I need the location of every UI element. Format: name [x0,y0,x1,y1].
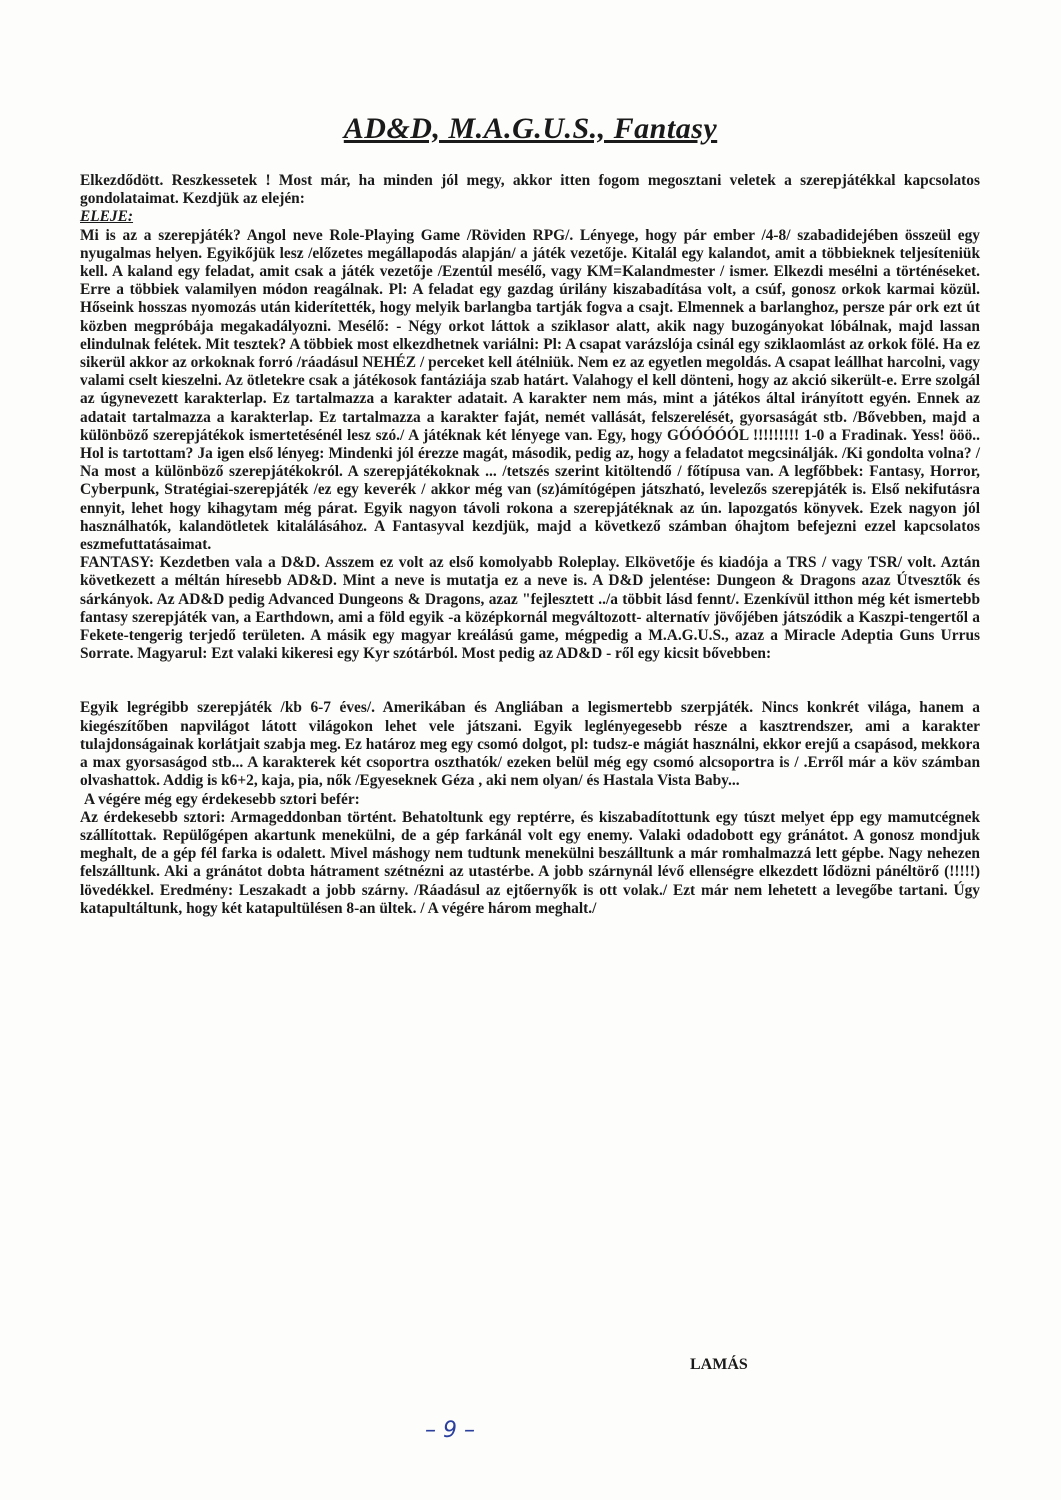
paragraph-fantasy: FANTASY: Kezdetben vala a D&D. Asszem ez volt az első komolyabb Roleplay. Elkövetője és kiadója a TRS / vagy TSR/ volt. Aztán következett a méltán híresebb AD&D. Mint a neve is mutatja ez a neve is. A D&D jelentése: Dungeon & Dragons azaz Útvesztők és sárkányok. Az AD&D pedig Advanced Dungeons & Dragons, azaz "fejlesztett ../a többit lásd fennt/. Ezenkívül itthon még két ismertebb fantasy szerepjáték van, a Earthdown, ami a föld egyik -a középkornál megváltozott- alternatív jövőjében játszódik a Kaszpi-tengertől a Fekete-tengerig terjedő területen. A másik egy magyar kreálású game, mégpedig a M.A.G.U.S., azaz a Miracle Adeptia Guns Urrus Sorrate. Magyarul: Ezt valaki kikeresi egy Kyr szótárból. Most pedig az AD&D - ről egy kicsit bővebben: [80,554,980,663]
page-number: – 9 – [425,1418,475,1443]
article-body [80,172,980,918]
paragraph-what-is-rpg: Mi is az a szerepjáték? Angol neve Role-Playing Game /Röviden RPG/. Lényege, hogy pár ember /4-8/ szabadidejében összeül egy nyugalmas helyen. Egyikőjük lesz /előzetes megállapodás alapján/ a játék vezetője. Kitalál egy kalandot, amit a többieknek teljesíteniük kell. A kaland egy feladat, amit csak a játék vezetője /Ezentúl mesélő, vagy KM=Kalandmester / ismer. Elkezdi mesélni a történéseket. Erre a többiek valamilyen módon reagálnak. Pl: A feladat egy gazdag úrilány kiszabadítása volt, a csúf, gonosz orkok karmai közül. Hőseink hosszas nyomozás után kiderítették, hogy melyik barlangba tartják fogva a csajt. Elmennek a barlanghoz, persze pár ork ezt út közben megpróbája megakadályozni. Mesélő: - Négy orkot láttok a sziklasor alatt, akik nagy buzogányokat lóbálnak, majd lassan elindulnak felétek. Mit tesztek? A többiek most elkezdhetnek variálni: Pl: A csapat varázslója csinál egy sziklaomlást az orkok fölé. Ha ez sikerül akkor az orkoknak forró /ráadásul NEHÉZ / perceket kell átélniük. Nem ez az egyetlen megoldás. A csapat leállhat harcolni, vagy valami cselt kieszelni. Az ötletekre csak a játékosok fantáziája szab határt. Valahogy el kell dönteni, hogy az akció sikerült-e. Erre szolgál az úgynevezett karakterlap. Ez tartalmazza a karakter adatait. A karakter nem más, mint a játékos által irányított egyén. Ennek az adatait tartalmazza a karakterlap. Ez tartalmazza a karakter faját, nemét vallását, felszerelését, gyorsaságát stb. /Bővebben, majd a különböző szerepjátékok ismertetésénél lesz szó./ A játéknak két lényege van. Egy, hogy GÓÓÓÓÓL !!!!!!!!! 1-0 a Fradinak. Yess! ööö.. Hol is tartottam? Ja igen első lényeg: Mindenki jól érezze magát, második, pedig az, hogy a feladatot megcsinálják. /Ki gondolta volna? / Na most a különböző szerepjátékokról. A szerepjátékoknak ... /tetszés szerint kitöltendő / főtípusa van. A legfőbbek: Fantasy, Horror, Cyberpunk, Stratégiai-szerepjáték /ez egy keverék / akkor még van (sz)ámítógépen játszható, levelezős szerepjáték is. Első nekifutásra ennyit, lehet hogy kihagytam még párat. Egyik nagyon távoli rokona a szerepjátéknak az ún. lapozgatós könyvek. Ezek nagyon jól használhatók, kalandötletek kitalálásához. A Fantasyval kezdjük, majd a következő számban óhajtom befejezni ezzel kapcsolatos eszmefuttatásaimat. [80,226,980,554]
section-heading: ELEJE: [80,208,134,226]
intro-paragraph: Elkezdődött. Reszkessetek ! Most már, ha minden jól megy, akkor itten fogom megosztani veletek a szerepjátékkal kapcsolatos gondolataimat. Kezdjük az elején: [80,172,980,208]
paragraph-add: Egyik legrégibb szerepjáték /kb 6-7 éves/. Amerikában és Angliában a legismertebb szerpjáték. Nincs konkrét világa, hanem a kiegészítőben napvilágot látott világokon lehet vele játszani. Egyik leglényegesebb része a kasztrendszer, ami a karakter tulajdonságainak korlátjait szabja meg. Ez határoz meg egy csomó dolgot, pl: tudsz-e mágiát használni, ekkor erejű a csapásod, mekkora a max gyorsaságod stb... A karakterek két csoportra oszthatók/ ezeken belül még egy csomó alcsoportra is / .Erről már a köv számban olvashattok. Addig is k6+2, kaja, pia, nők /Egyeseknek Géza , aki nem olyan/ és Hastala Vista Baby... [80,699,980,790]
paragraph-story-intro: A végére még egy érdekesebb sztori befér: [84,790,360,808]
paragraph-story: Az érdekesebb sztori: Armageddonban történt. Behatoltunk egy reptérre, és kiszabadítottunk egy túszt melyet épp egy mamutcégnek szállítottak. Repülőgépen akartunk menekülni, de a gép farkánál volt egy enemy. Valaki odadobott egy gránátot. A gonosz mondjuk meghalt, de a gép fél farka is odalett. Mivel máshogy nem tudtunk menekülni beszálltunk a már romhalmazzá lett gépbe. Nagy nehezen felszálltunk. Aki a gránátot dobta hátrament szétnézni az utastérbe. A jobb szárnynál lévő ellenségre elkezdett lődözni pánéltörő (!!!!!) lövedékkel. Eredmény: Leszakadt a jobb szárny. /Ráadásul az ejtőernyők is ott volak./ Ezt már nem lehetett a levegőbe tartani. Úgy katapultáltunk, hogy két katapultülésen 8-an ültek. / A végére három meghalt./ [80,808,980,917]
page-title: AD&D, M.A.G.U.S., Fantasy [343,112,718,145]
author-signature: LAMÁS [690,1356,748,1373]
